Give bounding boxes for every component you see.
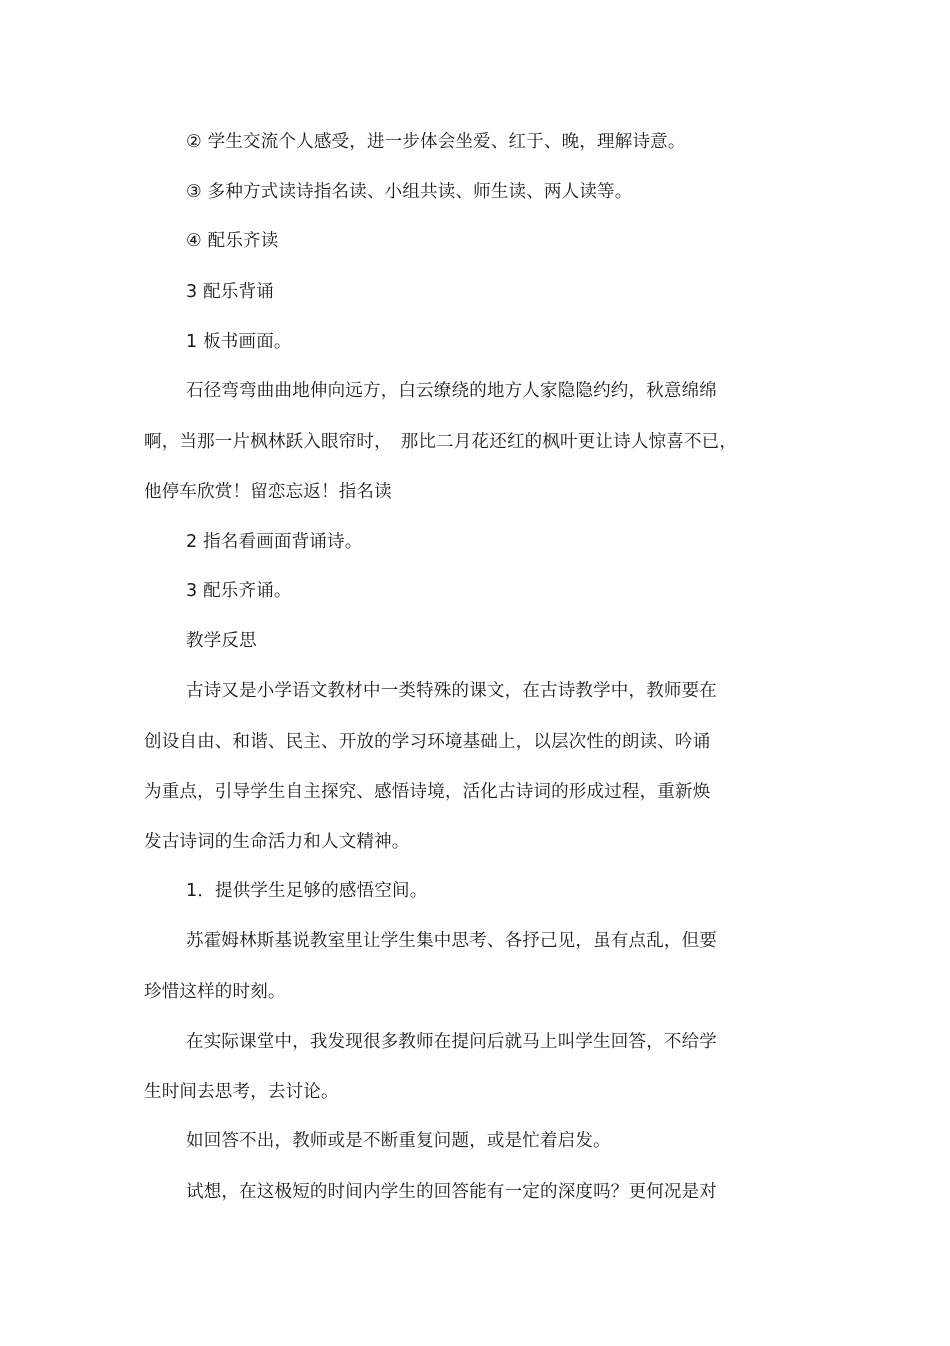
- paragraph-line: 珍惜这样的时刻。: [144, 982, 286, 1002]
- paragraph-line: 发古诗词的生命活力和人文精神。: [144, 832, 410, 852]
- section-heading-reflection: 教学反思: [186, 631, 257, 651]
- paragraph-line: 他停车欣赏！留恋忘返！指名读: [144, 482, 392, 502]
- step-4-text: ④ 配乐齐读: [186, 231, 279, 251]
- paragraph-line: 古诗又是小学语文教材中一类特殊的课文，在古诗教学中，教师要在: [186, 681, 717, 701]
- paragraph-line: 如回答不出，教师或是不断重复问题，或是忙着启发。: [186, 1131, 611, 1151]
- paragraph-line: 试想，在这极短的时间内学生的回答能有一定的深度吗？更何况是对: [186, 1182, 717, 1202]
- paragraph-line: 创设自由、和谐、民主、开放的学习环境基础上，以层次性的朗读、吟诵: [144, 732, 711, 752]
- item-music-recite: 3 配乐齐诵。: [186, 581, 292, 601]
- paragraph-line: 在实际课堂中，我发现很多教师在提问后就马上叫学生回答，不给学: [186, 1032, 717, 1052]
- paragraph-line: 苏霍姆林斯基说教室里让学生集中思考、各抒己见，虽有点乱，但要: [186, 931, 717, 951]
- item-board-picture: 1 板书画面。: [186, 332, 292, 352]
- paragraph-line: 为重点，引导学生自主探究、感悟诗境，活化古诗词的形成过程，重新焕: [144, 782, 711, 802]
- paragraph-line: 啊，当那一片枫林跃入眼帘时， 那比二月花还红的枫叶更让诗人惊喜不已，: [144, 432, 738, 452]
- numbered-heading: 1．提供学生足够的感悟空间。: [186, 881, 428, 901]
- section-heading-recite: 3 配乐背诵: [186, 282, 274, 302]
- step-3-text: ③ 多种方式读诗指名读、小组共读、师生读、两人读等。: [186, 182, 633, 202]
- paragraph-line: 石径弯弯曲曲地伸向远方，白云缭绕的地方人家隐隐约约，秋意绵绵: [186, 381, 717, 401]
- item-recite-by-picture: 2 指名看画面背诵诗。: [186, 532, 363, 552]
- step-2-text: ② 学生交流个人感受，进一步体会坐爱、红于、晚，理解诗意。: [186, 132, 686, 152]
- paragraph-line: 生时间去思考，去讨论。: [144, 1082, 339, 1102]
